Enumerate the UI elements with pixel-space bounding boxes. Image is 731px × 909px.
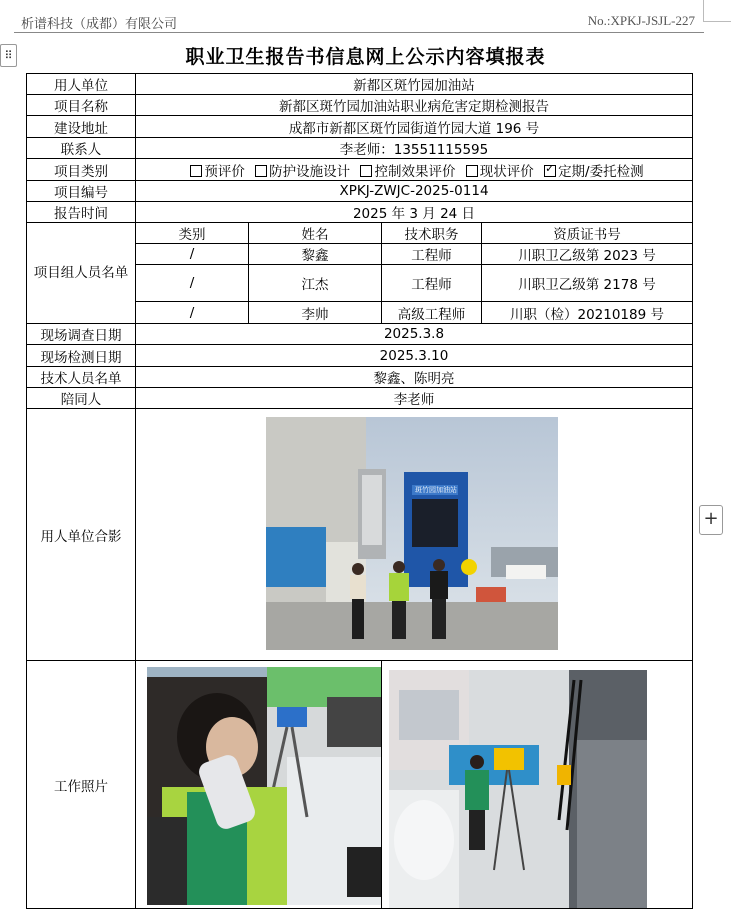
- team-category: /: [136, 244, 249, 265]
- group-photo-image: [266, 417, 558, 650]
- value-project-name: 新都区斑竹园加油站职业病危害定期检测报告: [136, 95, 693, 116]
- page-corner-mark-h: [703, 21, 731, 22]
- checkbox-icon: [255, 165, 267, 177]
- checkbox-icon: [190, 165, 202, 177]
- team-cert: 川职卫乙级第 2023 号: [482, 244, 693, 265]
- label-test-date: 现场检测日期: [27, 345, 136, 367]
- team-cert: 川职卫乙级第 2178 号: [482, 265, 693, 302]
- label-contact: 联系人: [27, 138, 136, 159]
- group-photo-cell: [136, 409, 693, 661]
- work-photo-cell-2: [382, 661, 693, 909]
- value-tech-staff: 黎鑫、陈明亮: [136, 367, 693, 388]
- header-divider: [14, 32, 704, 33]
- team-name: 黎鑫: [249, 244, 382, 265]
- team-header-category: 类别: [136, 223, 249, 244]
- label-tech-staff: 技术人员名单: [27, 367, 136, 388]
- team-cert: 川职（检）20210189 号: [482, 302, 693, 324]
- label-work-photo: 工作照片: [27, 661, 136, 909]
- label-project-type: 项目类别: [27, 159, 136, 181]
- work-photo-cell-1: [136, 661, 382, 909]
- value-test-date: 2025.3.10: [136, 345, 693, 367]
- label-team: 项目组人员名单: [27, 223, 136, 324]
- team-title: 工程师: [382, 265, 482, 302]
- value-report-time: 2025 年 3 月 24 日: [136, 202, 693, 223]
- plus-icon[interactable]: +: [699, 505, 723, 535]
- label-report-time: 报告时间: [27, 202, 136, 223]
- info-form-table: [26, 73, 693, 909]
- team-header-name: 姓名: [249, 223, 382, 244]
- label-project-no: 项目编号: [27, 181, 136, 202]
- label-address: 建设地址: [27, 116, 136, 138]
- checkbox-icon: [360, 165, 372, 177]
- work-photo-image-2: [389, 670, 647, 908]
- value-employer: 新都区斑竹园加油站: [136, 74, 693, 95]
- label-project-name: 项目名称: [27, 95, 136, 116]
- type-option-control-eval[interactable]: 控制效果评价: [354, 164, 455, 180]
- move-handle-icon[interactable]: ⠿: [0, 44, 17, 67]
- label-escort: 陪同人: [27, 388, 136, 409]
- value-escort: 李老师: [136, 388, 693, 409]
- type-option-protection-design[interactable]: 防护设施设计: [249, 164, 350, 180]
- team-header-title: 技术职务: [382, 223, 482, 244]
- company-header: 析谱科技（成都）有限公司: [21, 17, 178, 32]
- value-address: 成都市新都区斑竹园街道竹园大道 196 号: [136, 116, 693, 138]
- label-employer: 用人单位: [27, 74, 136, 95]
- team-title: 高级工程师: [382, 302, 482, 324]
- station-sign-text: 斑竹园加油站: [415, 486, 457, 494]
- value-contact: 李老师：13551115595: [136, 138, 693, 159]
- page-corner-mark: [703, 0, 704, 22]
- team-name: 李帅: [249, 302, 382, 324]
- team-category: /: [136, 265, 249, 302]
- label-group-photo: 用人单位合影: [27, 409, 136, 661]
- type-option-periodic[interactable]: ✓ 定期/委托检测: [538, 164, 644, 180]
- team-header-cert: 资质证书号: [482, 223, 693, 244]
- document-number: No.:XPKJ-JSJL-227: [587, 13, 695, 28]
- team-category: /: [136, 302, 249, 324]
- value-project-no: XPKJ-ZWJC-2025-0114: [136, 181, 693, 202]
- type-option-pre-eval[interactable]: 预评价: [184, 164, 245, 180]
- label-survey-date: 现场调查日期: [27, 324, 136, 345]
- checkbox-icon: [466, 165, 478, 177]
- checkbox-checked-icon: [544, 165, 556, 177]
- work-photo-image-1: [147, 667, 382, 905]
- value-survey-date: 2025.3.8: [136, 324, 693, 345]
- value-project-type: [136, 159, 693, 181]
- page-title: 职业卫生报告书信息网上公示内容填报表: [185, 46, 546, 68]
- team-name: 江杰: [249, 265, 382, 302]
- type-option-status-eval[interactable]: 现状评价: [460, 164, 534, 180]
- team-title: 工程师: [382, 244, 482, 265]
